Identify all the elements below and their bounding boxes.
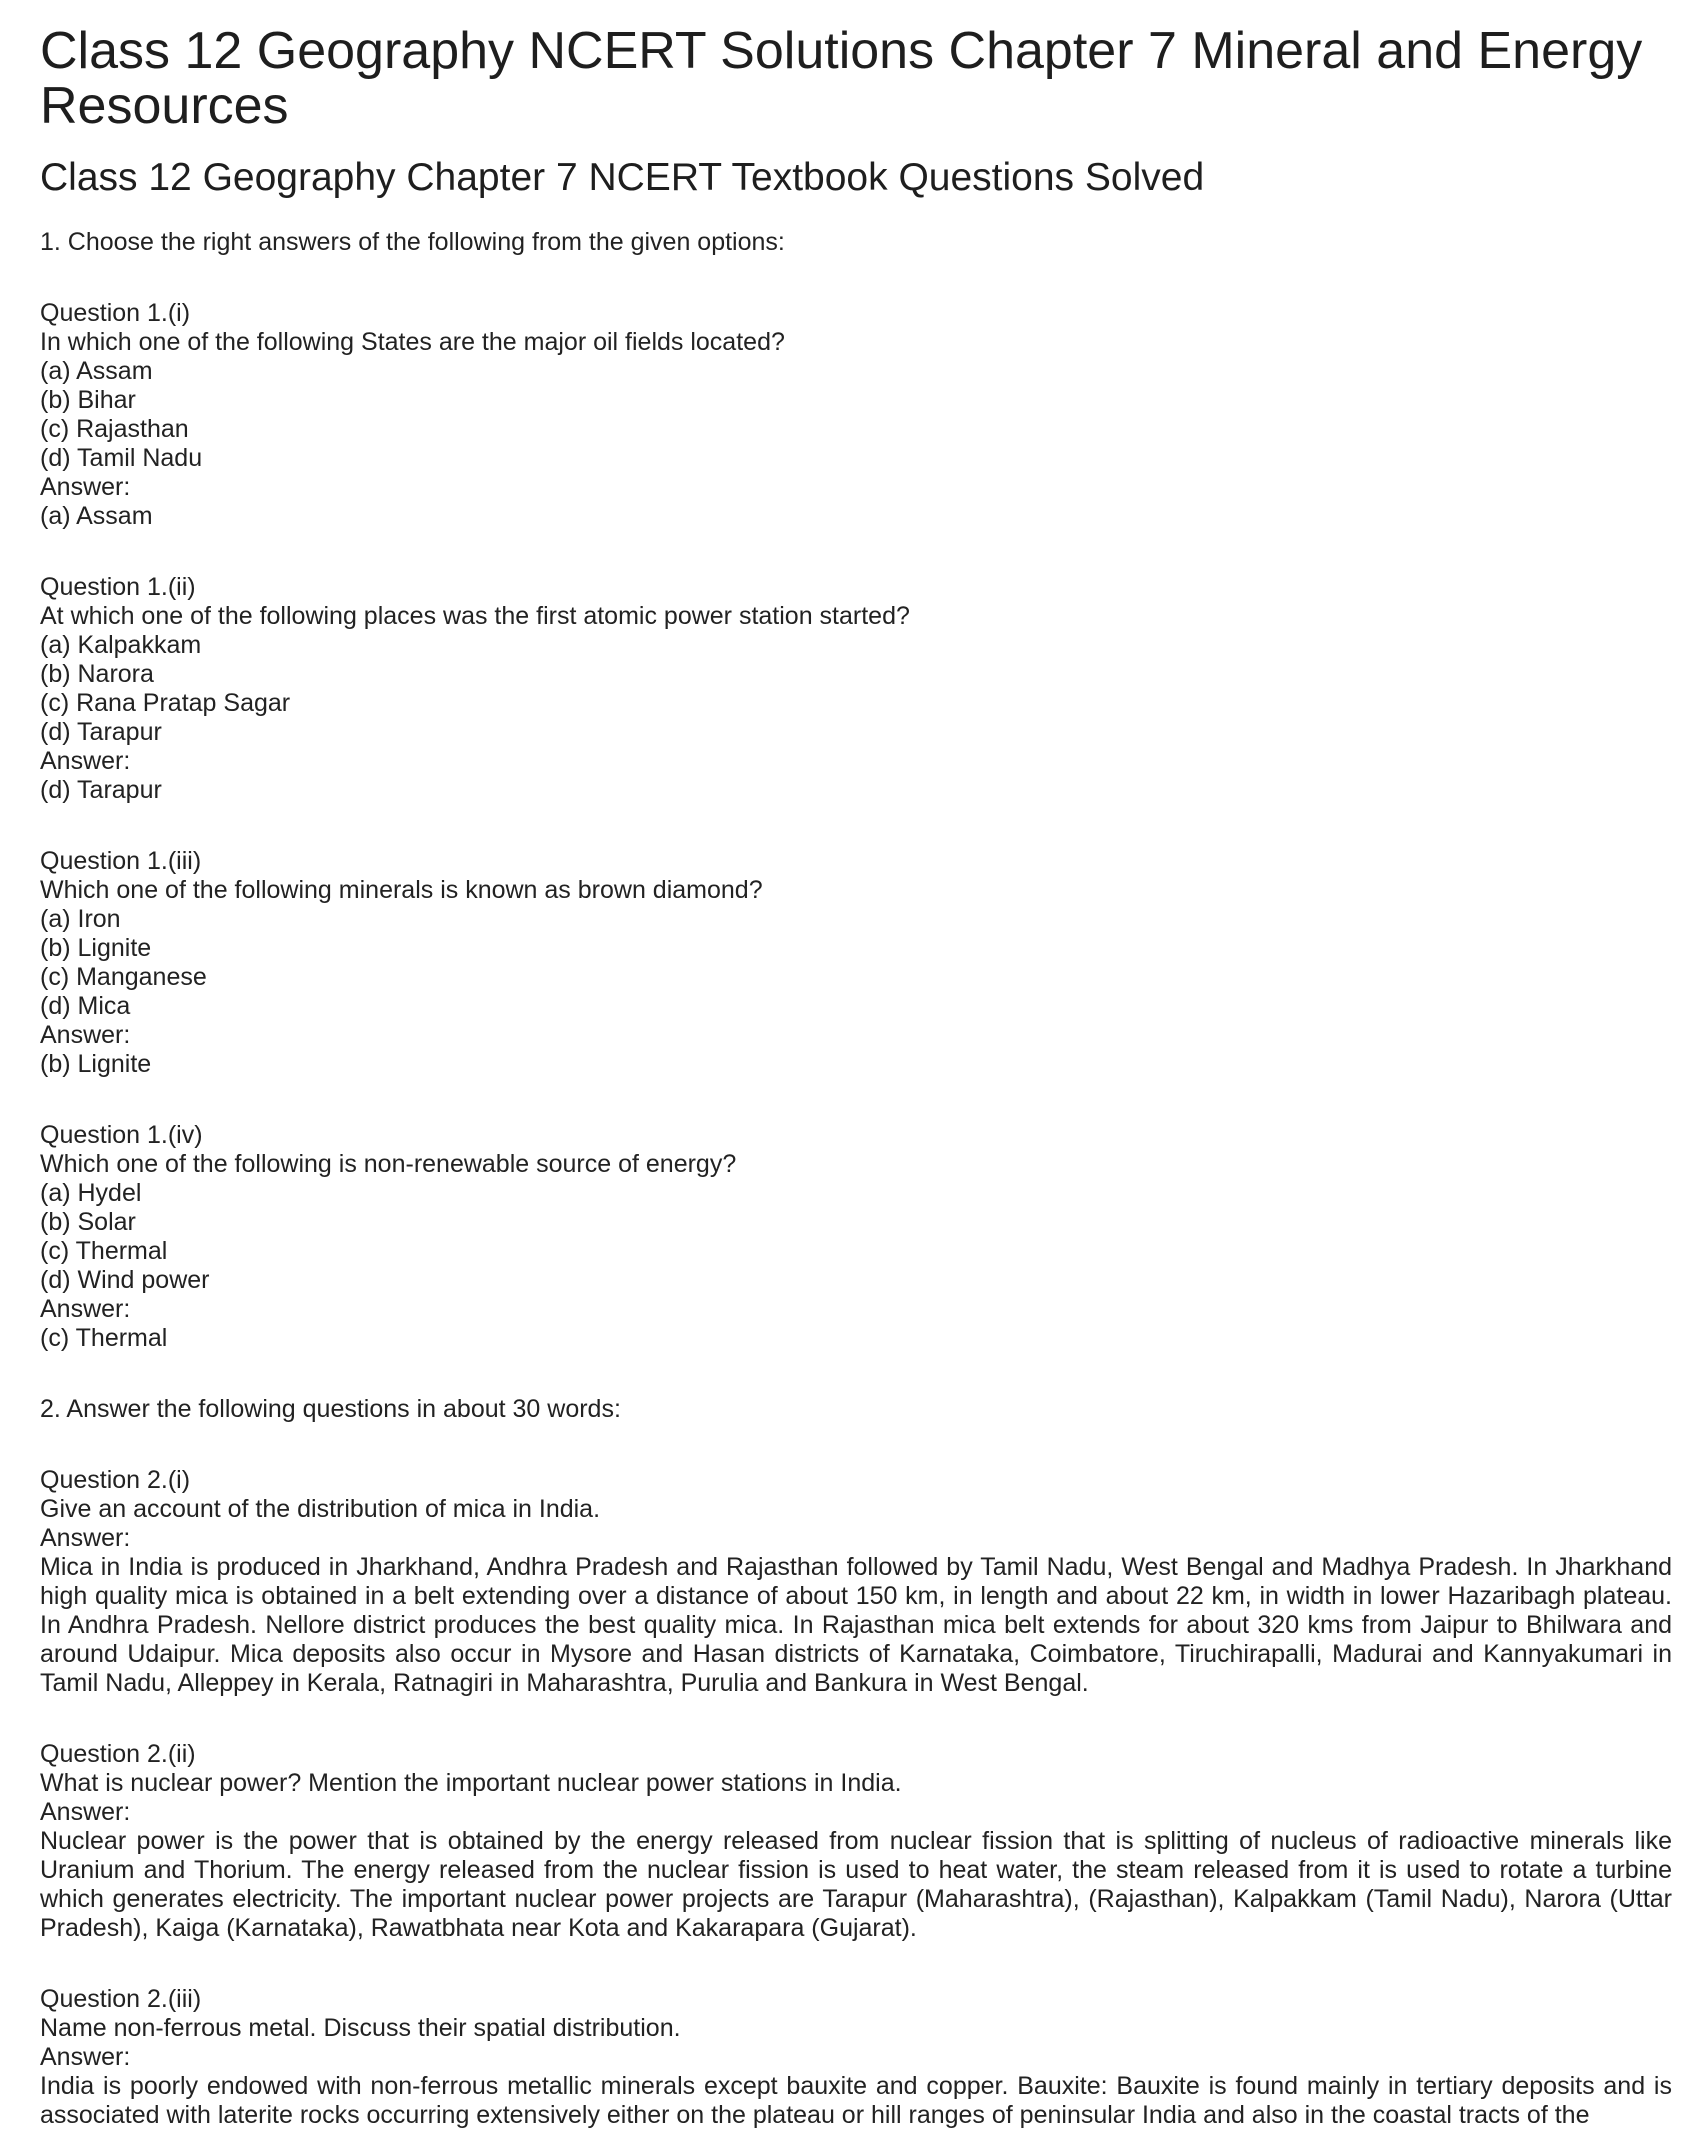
question-label: Question 1.(iv): [40, 1121, 203, 1149]
question-block: [40, 1466, 1680, 1698]
question-block: [40, 1985, 1680, 2130]
answer-label: Answer:: [40, 1798, 131, 1826]
question-label: Question 2.(i): [40, 1466, 191, 1494]
option: (b) Lignite: [40, 934, 152, 962]
option: (d) Wind power: [40, 1266, 210, 1294]
answer-label: Answer:: [40, 1524, 131, 1552]
question-label: Question 2.(iii): [40, 1985, 202, 2013]
question-text: Give an account of the distribution of mica in India.: [40, 1495, 601, 1523]
question-block: [40, 573, 1680, 805]
question-text: Which one of the following is non-renewable source of energy?: [40, 1150, 737, 1178]
answer-text: (d) Tarapur: [40, 776, 162, 804]
option: (b) Bihar: [40, 386, 136, 414]
option: (d) Mica: [40, 992, 131, 1020]
answer-label: Answer:: [40, 473, 131, 501]
option: (c) Rana Pratap Sagar: [40, 689, 291, 717]
option: (a) Iron: [40, 905, 121, 933]
answer-label: Answer:: [40, 747, 131, 775]
section-1-heading: 1. Choose the right answers of the following from the given options:: [40, 228, 785, 256]
option: (b) Narora: [40, 660, 154, 688]
section-2-heading: 2. Answer the following questions in about 30 words:: [40, 1395, 621, 1423]
question-block: [40, 1740, 1680, 1943]
answer-label: Answer:: [40, 1021, 131, 1049]
answer-text: (c) Thermal: [40, 1324, 168, 1352]
answer-text: (b) Lignite: [40, 1050, 152, 1078]
answer-label: Answer:: [40, 2043, 131, 2071]
option: (d) Tarapur: [40, 718, 162, 746]
question-label: Question 1.(i): [40, 299, 191, 327]
question-text: Name non-ferrous metal. Discuss their spatial distribution.: [40, 2014, 681, 2042]
page-subtitle: Class 12 Geography Chapter 7 NCERT Textbook Questions Solved: [40, 156, 1205, 199]
option: (d) Tamil Nadu: [40, 444, 203, 472]
answer-paragraph: India is poorly endowed with non-ferrous metallic minerals except bauxite and copper. Bauxite: Bauxite is found mainly in tertiary deposits and is associated with laterite rocks occurring extensively either on the plateau or hill ranges of peninsular India and also in the coastal tracts of the: [40, 2072, 1672, 2129]
question-block: [40, 299, 1680, 531]
question-label: Question 1.(ii): [40, 573, 196, 601]
option: (c) Manganese: [40, 963, 207, 991]
question-block: [40, 1121, 1680, 1353]
question-text: What is nuclear power? Mention the important nuclear power stations in India.: [40, 1769, 902, 1797]
option: (b) Solar: [40, 1208, 136, 1236]
option: (a) Hydel: [40, 1179, 142, 1207]
answer-paragraph: Nuclear power is the power that is obtained by the energy released from nuclear fission that is splitting of nucleus of radioactive minerals like Uranium and Thorium. The energy released from the nuclear fission is used to heat water, the steam released from it is used to rotate a turbine which generates electricity. The important nuclear power projects are Tarapur (Maharashtra), (Rajasthan), Kalpakkam (Tamil Nadu), Narora (Uttar Pradesh), Kaiga (Karnataka), Rawatbhata near Kota and Kakarapara (Gujarat).: [40, 1827, 1672, 1942]
question-text: At which one of the following places was the first atomic power station started?: [40, 602, 910, 630]
answer-label: Answer:: [40, 1295, 131, 1323]
question-text: In which one of the following States are the major oil fields located?: [40, 328, 785, 356]
page-title: Class 12 Geography NCERT Solutions Chapter 7 Mineral and Energy Resources: [40, 22, 1643, 135]
question-label: Question 1.(iii): [40, 847, 202, 875]
option: (c) Rajasthan: [40, 415, 189, 443]
answer-text: (a) Assam: [40, 502, 153, 530]
question-label: Question 2.(ii): [40, 1740, 196, 1768]
question-block: [40, 847, 1680, 1079]
option: (c) Thermal: [40, 1237, 168, 1265]
option: (a) Assam: [40, 357, 153, 385]
option: (a) Kalpakkam: [40, 631, 202, 659]
question-text: Which one of the following minerals is known as brown diamond?: [40, 876, 763, 904]
answer-paragraph: Mica in India is produced in Jharkhand, Andhra Pradesh and Rajasthan followed by Tamil Nadu, West Bengal and Madhya Pradesh. In Jharkhand high quality mica is obtained in a belt extending over a distance of about 150 km, in length and about 22 km, in width in lower Hazaribagh plateau. In Andhra Pradesh. Nellore district produces the best quality mica. In Rajasthan mica belt extends for about 320 kms from Jaipur to Bhilwara and around Udaipur. Mica deposits also occur in Mysore and Hasan districts of Karnataka, Coimbatore, Tiruchirapalli, Madurai and Kannyakumari in Tamil Nadu, Alleppey in Kerala, Ratnagiri in Maharashtra, Purulia and Bankura in West Bengal.: [40, 1553, 1672, 1697]
